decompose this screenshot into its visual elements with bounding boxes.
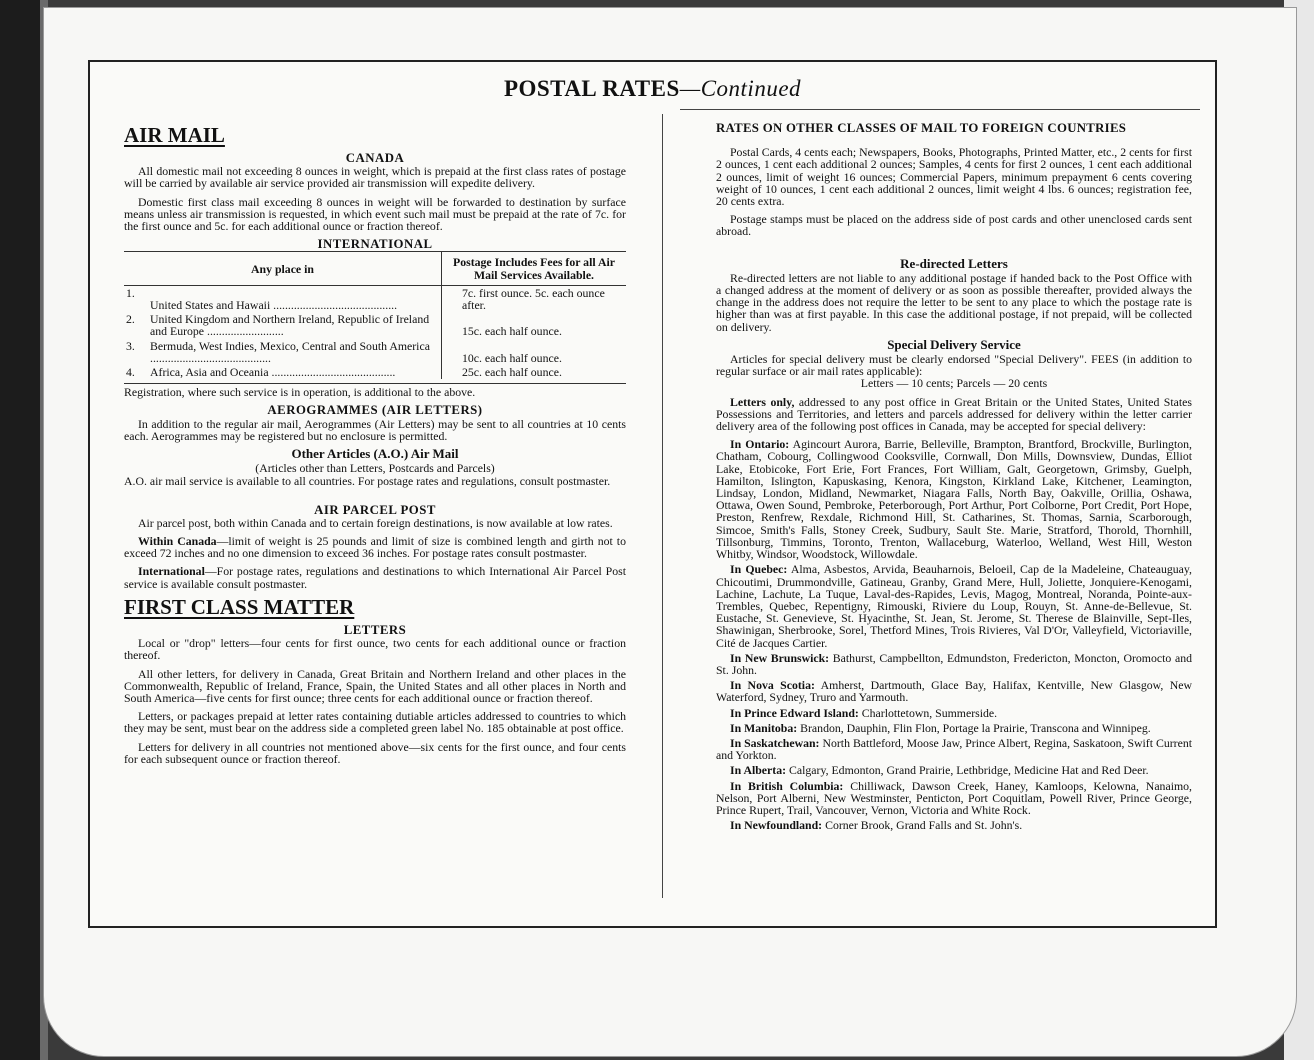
page-title-suffix: —Continued	[679, 76, 802, 101]
canada-heading: CANADA	[345, 151, 405, 165]
row-number: 2.	[126, 312, 135, 327]
province-cities: Agincourt Aurora, Barrie, Belleville, Brampton, Brantford, Brockville, Burlington, Chatham, Cobourg, Collingwood Cooksville, Cornwall, Don Mills, Downsview, Dundas, Elliot Lake, Etobicoke, Fort Erie, Fort Frances, Fort William, Galt, Georgetown, Grimsby, Guelph, Hamilton, Islington, Kapuskasing, Kenora, Kingston, Kirkland Lake, Kitchener, Leamington, Lindsay, London, Midland, Newmarket, Niagara Falls, North Bay, Oakville, Orillia, Oshawa, Ottawa, Owen Sound, Pembroke, Peterborough, Port Arthur, Port Colborne, Port Credit, Port Hope, Preston, Renfrew, Rexdale, Richmond Hill, St. Catharines, St. Thomas, Sarnia, Scarborough, Simcoe, Smith's Falls, Stoney Creek, Sudbury, Sault Ste. Marie, Stratford, Thorold, Thornhill, Tillsonburg, Timmins, Toronto, Trenton, Wallaceburg, Waterloo, Welland, West Hill, Weston Whitby, Windsor, Woodstock, Willowdale.	[716, 437, 1192, 562]
other-articles-heading: Other Articles (A.O.) Air Mail	[291, 446, 459, 462]
page-frame	[88, 60, 1217, 928]
province-label: In Prince Edward Island:	[730, 705, 859, 720]
province-label: In British Columbia:	[730, 778, 844, 793]
table-row	[124, 365, 626, 379]
left-column	[124, 120, 626, 771]
province-label: In Newfoundland:	[730, 818, 823, 833]
air-parcel-international	[124, 565, 626, 589]
table-row	[124, 285, 626, 312]
row-rate: 25c. each half ounce.	[442, 365, 627, 379]
foreign-rates-paragraph-2: Postage stamps must be placed on the address side of post cards and other unenclosed cards sent abroad.	[716, 212, 1192, 239]
international-rates-table	[124, 251, 626, 379]
row-rate: 10c. each half ounce.	[442, 339, 627, 365]
table-header-place: Any place in	[124, 252, 442, 285]
canada-paragraph-1: All domestic mail not exceeding 8 ounces in weight, which is prepaid at the first class rates of postage will be carried by available air service provided air transmission will expedite delivery.	[124, 164, 626, 191]
other-articles-paragraph: A.O. air mail service is available to all countries. For postage rates and regulations, consult postmaster.	[124, 474, 611, 489]
letters-paragraph-1: Local or "drop" letters—four cents for first ounce, two cents for each additional ounce or fraction thereof.	[124, 636, 626, 663]
column-divider	[662, 114, 663, 898]
province-label: In Nova Scotia:	[730, 678, 815, 693]
table-header-row	[124, 252, 626, 285]
province-manitoba	[716, 722, 1192, 734]
first-class-heading: FIRST CLASS MATTER	[124, 594, 355, 619]
province-cities: Brandon, Dauphin, Flin Flon, Portage la Prairie, Transcona and Winnipeg.	[797, 720, 1151, 735]
letters-paragraph-4: Letters for delivery in all countries not mentioned above—six cents for the first ounce, and four cents for each subsequent ounce or fraction thereof.	[124, 739, 626, 766]
province-label: In Alberta:	[730, 763, 787, 778]
right-column	[716, 120, 1192, 834]
row-number: 4.	[126, 365, 135, 380]
province-saskatchewan	[716, 737, 1192, 761]
redirected-paragraph: Re-directed letters are not liable to any additional postage if handed back to the Post Office with a changed address at the moment of delivery or as soon as possible thereafter, provided always the change in the address does not require the letter to be sent to any place to which the postage rate is higher than was at first payable. In this case the additional postage, if not prepaid, will be collected on delivery.	[716, 270, 1192, 334]
province-nova-scotia	[716, 679, 1192, 703]
air-parcel-heading: AIR PARCEL POST	[314, 502, 436, 517]
province-cities: Calgary, Edmonton, Grand Prairie, Lethbridge, Medicine Hat and Red Deer.	[786, 763, 1149, 778]
letters-paragraph-3: Letters, or packages prepaid at letter rates containing dutiable articles addressed to countries to which they may be sent, must bear on the address side a completed green label No. 185 obtainable at post office.	[124, 709, 626, 736]
province-quebec	[716, 563, 1192, 648]
province-ontario	[716, 438, 1192, 560]
table-row	[124, 339, 626, 365]
province-cities: Amherst, Dartmouth, Glace Bay, Halifax, Kentville, New Glasgow, New Waterford, Sydney, Truro and Yarmouth.	[716, 678, 1193, 705]
row-number: 3.	[126, 338, 135, 353]
province-label: In Ontario:	[730, 437, 790, 452]
redirected-heading: Re-directed Letters	[900, 255, 1008, 271]
letters-only-paragraph	[716, 396, 1192, 433]
special-delivery-heading: Special Delivery Service	[887, 336, 1021, 352]
province-cities: Corner Brook, Grand Falls and St. John's.	[822, 818, 1023, 833]
province-label: In New Brunswick:	[730, 650, 830, 665]
air-mail-heading: AIR MAIL	[124, 123, 225, 147]
air-parcel-within-canada	[124, 535, 626, 559]
table-header-postage: Postage Includes Fees for all Air Mail Services Available.	[442, 252, 627, 285]
other-articles-subheading: (Articles other than Letters, Postcards and Parcels)	[255, 461, 495, 476]
row-rate: 7c. first ounce. 5c. each ounce after.	[442, 285, 627, 312]
province-new-brunswick	[716, 652, 1192, 676]
province-cities: Alma, Asbestos, Arvida, Beauharnois, Beloeil, Cap de la Madeleine, Chateauguay, Chicoutimi, Drummondville, Gatineau, Granby, Grand Mere, Hull, Joliette, Jonquiere-Kenogami, Lachine, Lachute, La Tuque, Laval-des-Rapides, Levis, Magog, Montreal, Noranda, Pointe-aux-Trembles, Quebec, Repentigny, Rimouski, Riviere du Loup, Rouyn, St. Anne-de-Bellevue, St. Eustache, St. Genevieve, St. Hyacinthe, St. Jean, St. Jerome, St. Therese de Blainville, Sept-Iles, Shawinigan, Sherbrooke, Sorel, Thetford Mines, Trois Rivieres, Val D'Or, Valleyfield, Victoriaville, Cité de Jacques Cartier.	[716, 562, 1192, 650]
special-delivery-fees: Letters — 10 cents; Parcels — 20 cents	[860, 376, 1048, 391]
province-label: In Quebec:	[730, 562, 788, 577]
foreign-rates-paragraph-1: Postal Cards, 4 cents each; Newspapers, Books, Photographs, Printed Matter, etc., 2 cents for first 2 ounces, 1 cent each additional 2 ounces; Samples, 4 cents for first 2 ounces, 1 cent each additional 2 ounces, limit of weight 16 ounces; Commercial Papers, minimum prepayment 6 cents covering weight of 10 ounces, 1 cent each additional 2 ounces, limit weight 4 lbs. 6 ounces; registration fee, 20 cents extra.	[716, 145, 1192, 209]
international-label: International	[138, 564, 205, 579]
special-delivery-paragraph: Articles for special delivery must be clearly endorsed "Special Delivery". FEES (in addition to regular surface or air mail rates applicable):	[716, 352, 1192, 379]
letters-only-text: addressed to any post office in Great Britain or the United States, United States Possessions and Territories, and letters and parcels addressed for delivery within the letter carrier delivery area of the following post offices in Canada, may be accepted for special delivery:	[716, 394, 1192, 434]
foreign-rates-heading: RATES ON OTHER CLASSES OF MAIL TO FOREIGN COUNTRIES	[716, 121, 1127, 135]
province-newfoundland	[716, 819, 1192, 831]
scan-edge-left	[0, 0, 40, 1060]
international-text: —For postage rates, regulations and destinations to which International Air Parcel Post service is available consult postmaster.	[124, 564, 626, 591]
province-pei	[716, 707, 1192, 719]
province-alberta	[716, 764, 1192, 776]
province-british-columbia	[716, 780, 1192, 817]
row-place: United States and Hawaii ..........................................	[150, 298, 398, 313]
aerogrammes-heading: AEROGRAMMES (AIR LETTERS)	[267, 403, 483, 418]
province-cities: Chilliwack, Dawson Creek, Haney, Kamloops, Kelowna, Nanaimo, Nelson, Port Alberni, New Westminster, Penticton, Port Coquitlam, Powell River, Prince George, Prince Rupert, Trail, Vancouver, Vernon, Victoria and White Rock.	[716, 778, 1192, 817]
letters-paragraph-2: All other letters, for delivery in Canada, Great Britain and Northern Ireland and other places in the Commonwealth, Republic of Ireland, France, Spain, the United States and all other places in North and South America—five cents for first ounce; three cents for each additional ounce or fraction thereof.	[124, 666, 626, 705]
canada-paragraph-2: Domestic first class mail exceeding 8 ounces in weight will be forwarded to destination by surface means unless air transmission is requested, in which event such mail must be prepaid at the rate of 7c. for the first ounce and 5c. for each additional ounce or fraction thereof.	[124, 194, 626, 234]
row-rate: 15c. each half ounce.	[442, 312, 627, 338]
title-rule	[680, 109, 1200, 110]
page-title	[90, 76, 1215, 102]
row-place: Africa, Asia and Oceania ..........................................	[150, 365, 396, 380]
row-number: 1.	[126, 285, 135, 300]
page-title-main: POSTAL RATES	[503, 76, 680, 101]
table-footnote: Registration, where such service is in operation, is additional to the above.	[124, 383, 626, 398]
province-label: In Manitoba:	[730, 720, 798, 735]
letters-only-label: Letters only,	[730, 394, 795, 409]
aerogrammes-paragraph: In addition to the regular air mail, Aerogrammes (Air Letters) may be sent to all countries at 10 cents each. Aerogrammes may be registered but no enclosure is permitted.	[124, 416, 626, 443]
letters-heading: LETTERS	[343, 622, 407, 637]
international-heading: INTERNATIONAL	[317, 237, 433, 252]
province-cities: Bathurst, Campbellton, Edmundston, Fredericton, Moncton, Oromocto and St. John.	[716, 650, 1192, 677]
within-canada-text: —limit of weight is 25 pounds and limit of size is combined length and girth not to exceed 72 inches and no one dimension to exceed 36 inches. For postage rates consult postmaster.	[124, 534, 626, 561]
province-label: In Saskatchewan:	[730, 735, 820, 750]
row-place: Bermuda, West Indies, Mexico, Central and South America .........................................	[150, 338, 430, 365]
province-cities: Charlottetown, Summerside.	[858, 705, 998, 720]
table-row	[124, 312, 626, 338]
within-canada-label: Within Canada	[138, 534, 217, 549]
province-cities: North Battleford, Moose Jaw, Prince Albert, Regina, Saskatoon, Swift Current and Yorkton.	[716, 735, 1192, 763]
air-parcel-paragraph-1: Air parcel post, both within Canada and to certain foreign destinations, is now available at low rates.	[138, 515, 613, 530]
row-place: United Kingdom and Northern Ireland, Republic of Ireland and Europe ..........................	[150, 312, 430, 339]
